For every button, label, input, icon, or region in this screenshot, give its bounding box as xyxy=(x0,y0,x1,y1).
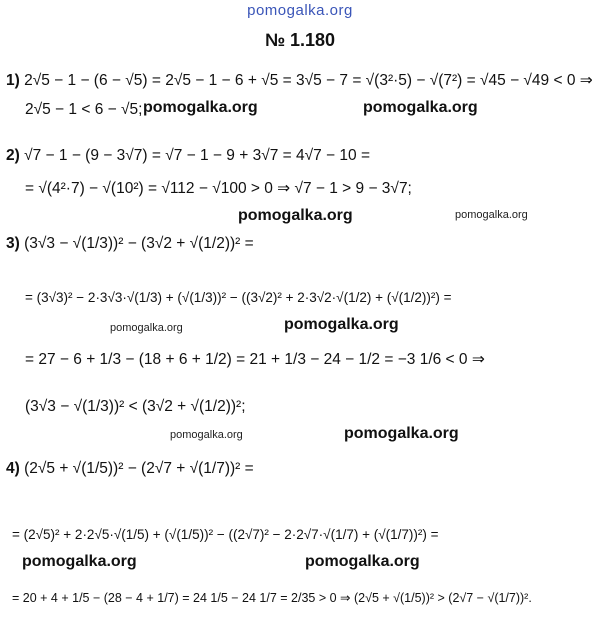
watermark: pomogalka.org xyxy=(305,553,420,570)
watermark: pomogalka.org xyxy=(363,99,478,116)
solution-line-3 xyxy=(6,147,370,165)
solution-line-6 xyxy=(25,290,452,305)
watermark: pomogalka.org xyxy=(110,322,183,334)
item-label-4: 4) xyxy=(6,460,20,477)
line-11-text: = 20 + 4 + 1/5 − (28 − 4 + 1/7) = 24 1/5 − 24 1/7 = 2/35 > 0 ⇒ (2√5 + √(1/5))² > (2√7 − √(1/7))². xyxy=(12,591,532,605)
watermark: pomogalka.org xyxy=(344,425,459,442)
item-label-3: 3) xyxy=(6,235,20,252)
line-4-text: = √(4²·7) − √(10²) = √112 − √100 > 0 ⇒ √7 − 1 > 9 − 3√7; xyxy=(25,180,412,197)
watermark: pomogalka.org xyxy=(284,316,399,333)
solution-line-8 xyxy=(25,398,246,416)
solution-line-4 xyxy=(25,179,412,198)
line-8-text: (3√3 − √(1/3))² < (3√2 + √(1/2))²; xyxy=(25,398,246,415)
item-label-2: 2) xyxy=(6,147,20,164)
line-7-text: = 27 − 6 + 1/3 − (18 + 6 + 1/2) = 21 + 1/3 − 24 − 1/2 = −3 1/6 < 0 ⇒ xyxy=(25,351,485,368)
line-2-text: 2√5 − 1 < 6 − √5; xyxy=(25,101,143,118)
solution-line-7 xyxy=(25,350,485,369)
line-3-text: √7 − 1 − (9 − 3√7) = √7 − 1 − 9 + 3√7 = 4√7 − 10 = xyxy=(24,147,370,164)
solution-line-10 xyxy=(12,527,439,542)
watermark: pomogalka.org xyxy=(143,99,258,116)
line-10-text: = (2√5)² + 2·2√5·√(1/5) + (√(1/5))² − ((2√7)² − 2·2√7·√(1/7) + (√(1/7))²) = xyxy=(12,527,439,542)
problem-title: № 1.180 xyxy=(264,30,336,50)
line-1-text: 2√5 − 1 − (6 − √5) = 2√5 − 1 − 6 + √5 = 3√5 − 7 = √(3²·5) − √(7²) = √45 − √49 < 0 ⇒ xyxy=(24,72,593,89)
solution-line-11 xyxy=(12,590,532,605)
solution-line-5 xyxy=(6,235,254,253)
watermark: pomogalka.org xyxy=(455,209,528,221)
solution-line-2 xyxy=(25,101,142,119)
watermark: pomogalka.org xyxy=(22,553,137,570)
line-5-text: (3√3 − √(1/3))² − (3√2 + √(1/2))² = xyxy=(24,235,254,252)
solution-line-9 xyxy=(6,460,254,478)
site-header: pomogalka.org xyxy=(247,2,353,19)
watermark: pomogalka.org xyxy=(170,429,243,441)
solution-line-1 xyxy=(6,71,593,90)
line-6-text: = (3√3)² − 2·3√3·√(1/3) + (√(1/3))² − ((3√2)² + 2·3√2·√(1/2) + (√(1/2))²) = xyxy=(25,290,452,305)
watermark: pomogalka.org xyxy=(238,207,353,224)
line-9-text: (2√5 + √(1/5))² − (2√7 + √(1/7))² = xyxy=(24,460,254,477)
item-label-1: 1) xyxy=(6,72,20,89)
